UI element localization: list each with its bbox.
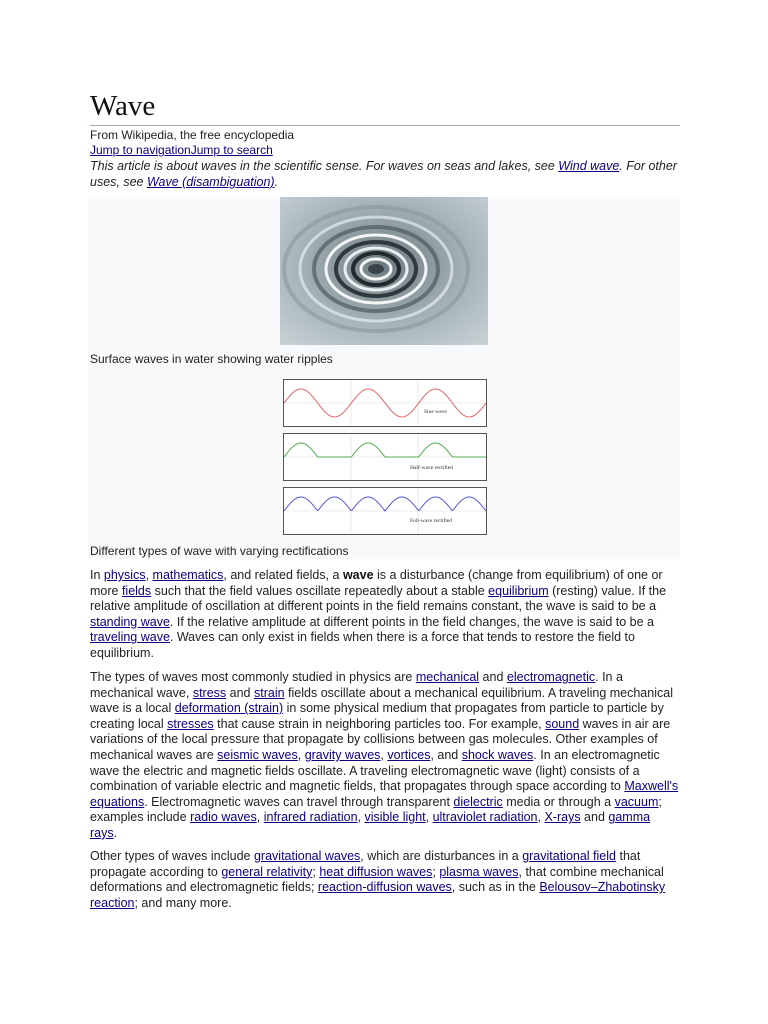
- paragraph: [90, 670, 680, 842]
- paragraph-text: . Waves can only exist in fields when there is a force that tends to restore the field to equilibrium.: [90, 630, 635, 660]
- paragraph-text: in some physical medium that propagates from particle to particle by creating local: [90, 701, 664, 731]
- article-link[interactable]: reaction-diffusion waves: [317, 880, 452, 895]
- paragraph-text: such that the field values oscillate repeatedly about a stable: [151, 583, 489, 598]
- paragraph-text: ;: [432, 864, 440, 879]
- article-link[interactable]: mechanical: [415, 670, 480, 684]
- paragraph: [90, 568, 680, 662]
- paragraph-text: . If the relative amplitude at different points in the field changes, the wave is said to be a: [169, 614, 655, 629]
- paragraph-text: ,: [297, 747, 305, 762]
- site-tagline: From Wikipedia, the free encyclopedia: [90, 128, 295, 142]
- paragraph-text: ;: [312, 864, 320, 879]
- paragraph-text: that propagate according to: [90, 849, 641, 879]
- article-link[interactable]: radio waves: [190, 810, 257, 825]
- hatnote-text: . For other uses, see: [90, 159, 677, 189]
- sine-wave-plot: [284, 380, 486, 426]
- article-link[interactable]: stress: [192, 685, 227, 700]
- half-wave-panel: [283, 433, 487, 481]
- article-link[interactable]: plasma waves: [439, 864, 519, 879]
- water-ripples-image[interactable]: [280, 197, 488, 345]
- paragraph-text: ,: [537, 810, 545, 825]
- paragraph-text: . In an electromagnetic wave the electric and magnetic fields oscillate. A traveling electromagnetic wave (light) consists of a combination of variable electric and magnetic fields, that propagates through space according to: [90, 747, 660, 794]
- paragraph-text: ,: [380, 747, 388, 762]
- paragraph-text: is a disturbance (change from equilibrium) of one or more: [90, 568, 663, 598]
- article-link[interactable]: standing wave: [90, 614, 170, 629]
- paragraph-text: media or through a: [502, 794, 615, 809]
- article-link[interactable]: gravitational waves: [253, 849, 361, 863]
- paragraph-text: , such as in the: [451, 880, 540, 895]
- paragraph-text: ,: [425, 810, 433, 825]
- article-link[interactable]: gravity waves: [304, 747, 381, 762]
- article-link[interactable]: gravitational field: [522, 849, 616, 863]
- sine-wave-label: Sine wave: [424, 409, 447, 415]
- paragraph-text: , and: [430, 747, 462, 762]
- article-link[interactable]: mathematics: [152, 568, 224, 582]
- article-link[interactable]: strain: [253, 685, 285, 700]
- paragraph-text: (resting) value. If the relative amplitude of oscillation at different points in the field remains constant, the wave is said to be a: [90, 583, 667, 614]
- paragraph-text: , which are disturbances in a: [360, 849, 523, 863]
- paragraph-text: that cause strain in neighboring particles too. For example,: [213, 716, 546, 731]
- article-link[interactable]: equilibrium: [488, 583, 549, 598]
- paragraph-text: and: [479, 670, 507, 684]
- paragraph-text: ; examples include: [90, 794, 662, 825]
- article-link[interactable]: electromagnetic: [506, 670, 596, 684]
- jump-to-search-link[interactable]: Jump to search: [190, 143, 273, 157]
- full-wave-label: Full-wave rectified: [410, 518, 452, 524]
- half-wave-curve: [284, 443, 486, 457]
- hatnote-text: .: [274, 175, 279, 189]
- paragraph-text: ; and many more.: [134, 895, 232, 910]
- article-link[interactable]: fields: [121, 583, 152, 598]
- article-link[interactable]: shock waves: [461, 747, 534, 762]
- article-link[interactable]: vacuum: [614, 794, 659, 809]
- paragraph-text: , and related fields, a: [223, 568, 343, 582]
- article-link[interactable]: heat diffusion waves: [319, 864, 433, 879]
- hatnote-text: This article is about waves in the scientific sense. For waves on seas and lakes, see: [90, 159, 559, 173]
- article-link[interactable]: traveling wave: [90, 630, 170, 645]
- paragraph-text: and: [580, 810, 609, 825]
- jump-to-navigation-link[interactable]: Jump to navigation: [90, 143, 191, 157]
- image-caption: Different types of wave with varying rectifications: [90, 544, 349, 558]
- article-link[interactable]: seismic waves: [217, 747, 298, 762]
- paragraph-text: waves in air are variations of the local pressure that propagate by collisions between gas molecules. Other examples of mechanical waves are: [90, 716, 671, 762]
- jump-links: [90, 143, 273, 158]
- paragraph-text: . In a mechanical wave,: [90, 670, 623, 700]
- article-link[interactable]: Belousov–Zhabotinsky reaction: [90, 880, 666, 910]
- paragraph-text: fields oscillate about a mechanical equilibrium. A traveling mechanical wave is a local: [90, 685, 673, 716]
- half-wave-plot: [284, 434, 486, 480]
- full-wave-plot: [284, 488, 486, 534]
- image-caption: Surface waves in water showing water ripples: [90, 352, 333, 366]
- article-link[interactable]: X-rays: [544, 810, 581, 825]
- half-wave-label: Half-wave rectified: [410, 465, 453, 471]
- full-wave-curve: [284, 497, 486, 511]
- article-link[interactable]: vortices: [387, 747, 431, 762]
- paragraph-text: and: [226, 685, 254, 700]
- wave-disambiguation-link[interactable]: Wave (disambiguation): [146, 175, 275, 189]
- article-link[interactable]: sound: [545, 716, 580, 731]
- paragraph-text: , that combine mechanical deformations and electromagnetic fields;: [90, 864, 664, 895]
- article-link[interactable]: visible light: [364, 810, 426, 825]
- paragraph-text: ,: [357, 810, 365, 825]
- article-link[interactable]: ultraviolet radiation: [432, 810, 538, 825]
- paragraph-text: The types of waves most commonly studied in physics are: [90, 670, 416, 684]
- paragraph-text: Other types of waves include: [90, 849, 254, 863]
- paragraph-text: ,: [256, 810, 264, 825]
- paragraph: [90, 849, 680, 911]
- paragraph-text: . Electromagnetic waves can travel through transparent: [144, 794, 454, 809]
- full-wave-panel: [283, 487, 487, 535]
- article-link[interactable]: deformation (strain): [174, 701, 284, 716]
- bold-term: wave: [342, 568, 374, 582]
- article-link[interactable]: gamma rays: [90, 810, 651, 840]
- hatnote: [90, 158, 680, 190]
- article-link[interactable]: stresses: [167, 716, 214, 731]
- page-title: Wave: [90, 88, 680, 126]
- wind-wave-link[interactable]: Wind wave: [558, 159, 620, 173]
- article-link[interactable]: Maxwell's equations: [90, 779, 679, 809]
- article-link[interactable]: general relativity: [221, 864, 313, 879]
- sine-wave-panel: [283, 379, 487, 427]
- article-link[interactable]: physics: [103, 568, 146, 582]
- paragraph-text: ,: [145, 568, 153, 582]
- paragraph-text: .: [113, 825, 118, 840]
- article-link[interactable]: infrared radiation: [263, 810, 358, 825]
- article-link[interactable]: dielectric: [453, 794, 503, 809]
- paragraph-text: In: [90, 568, 104, 582]
